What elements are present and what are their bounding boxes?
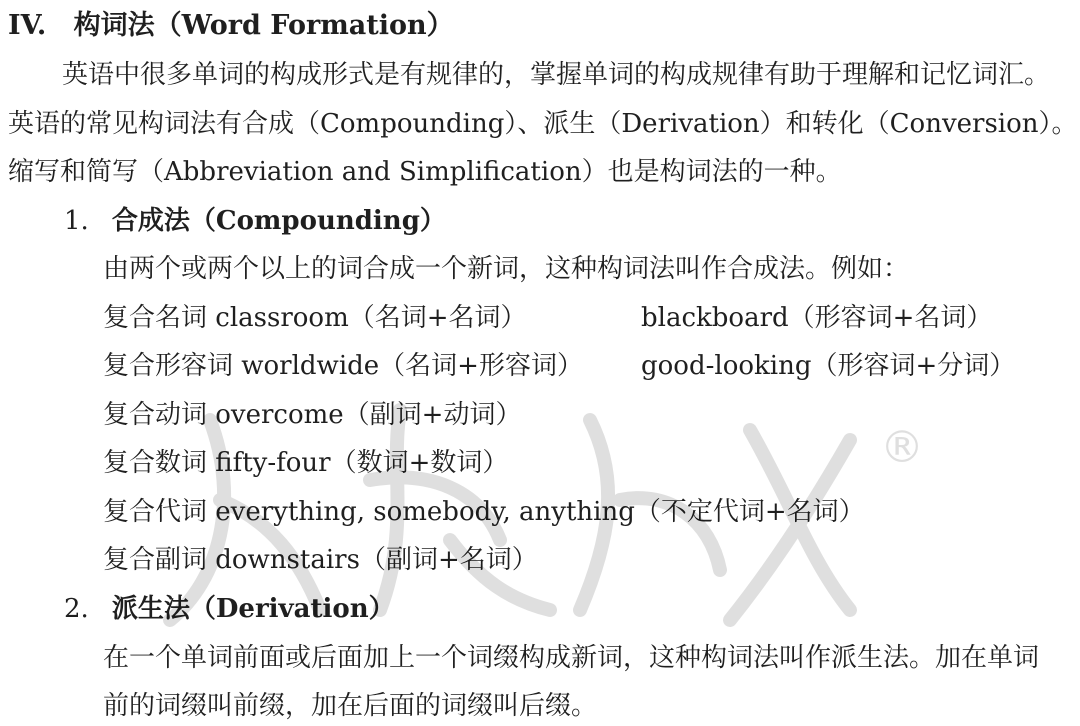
subsection-title-text: 派生法（Derivation） xyxy=(111,594,395,624)
example-good-looking: good-looking（形容词+分词） xyxy=(641,351,1016,381)
heading-number: IV. xyxy=(8,10,47,41)
derivation-description-line-1: 在一个单词前面或后面加上一个词缀构成新词，这种构词法叫作派生法。加在单词 xyxy=(103,643,1040,673)
subsection-title-text: 合成法（Compounding） xyxy=(111,206,446,236)
intro-line-2: 英语的常见构词法有合成（Compounding）、派生（Derivation）和转化（Conversion）。 xyxy=(8,109,1078,139)
intro-line-3: 缩写和简写（Abbreviation and Simplification）也是构词法的一种。 xyxy=(8,157,842,187)
section-heading xyxy=(8,8,454,44)
example-compound-numeral: 复合数词 fifty-four（数词+数词） xyxy=(103,448,509,478)
subsection-compounding-title xyxy=(64,203,446,239)
example-compound-adverb: 复合副词 downstairs（副词+名词） xyxy=(103,545,538,575)
subsection-derivation-title xyxy=(64,591,395,627)
example-compound-verb: 复合动词 overcome（副词+动词） xyxy=(103,400,522,430)
subsection-number: 2. xyxy=(64,594,89,624)
registered-mark: ® xyxy=(880,422,924,473)
subsection-number: 1. xyxy=(64,206,89,236)
intro-line-1: 英语中很多单词的构成形式是有规律的，掌握单词的构成规律有助于理解和记忆词汇。 xyxy=(62,60,1051,90)
heading-text: 构词法（Word Formation） xyxy=(73,10,454,41)
compounding-description: 由两个或两个以上的词合成一个新词，这种构词法叫作合成法。例如： xyxy=(103,254,910,284)
example-blackboard: blackboard（形容词+名词） xyxy=(641,303,993,333)
derivation-description-line-2: 前的词缀叫前缀，加在后面的词缀叫后缀。 xyxy=(103,691,598,721)
example-compound-pronoun: 复合代词 everything, somebody, anything（不定代词+名词） xyxy=(103,497,865,527)
example-compound-adjective: 复合形容词 worldwide（名词+形容词） xyxy=(103,351,583,381)
example-compound-noun: 复合名词 classroom（名词+名词） xyxy=(103,303,527,333)
